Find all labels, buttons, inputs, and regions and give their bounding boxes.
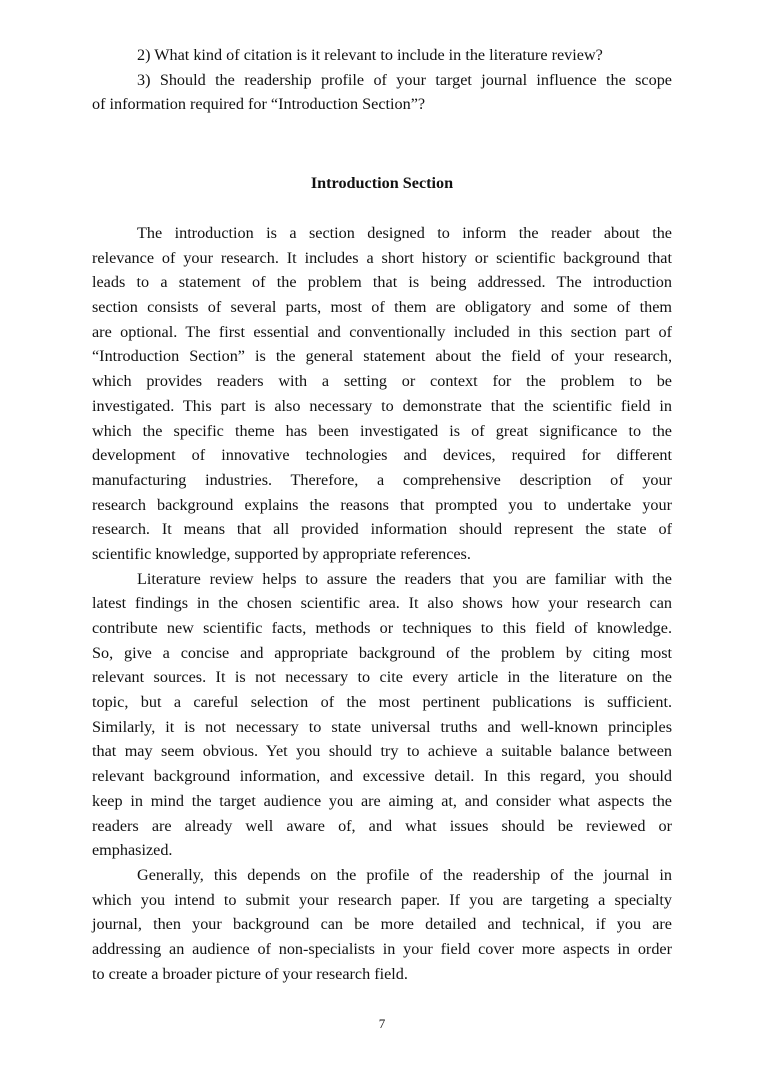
text-line: that may seem obvious. Yet you should try to achieve a suitable balance between <box>92 742 672 761</box>
text-line: “Introduction Section” is the general statement about the field of your research, <box>92 347 672 366</box>
text-line: 2) What kind of citation is it relevant to include in the literature review? <box>137 46 603 64</box>
question-item <box>92 68 672 117</box>
text-line: research. It means that all provided information should represent the state of <box>92 520 672 539</box>
text-line: development of innovative technologies and devices, required for different <box>92 446 672 465</box>
question-list <box>92 43 672 117</box>
text-line: latest findings in the chosen scientific area. It also shows how your research can <box>92 594 672 613</box>
text-line: 3) Should the readership profile of your target journal influence the scope <box>137 70 672 89</box>
text-line: relevance of your research. It includes a short history or scientific background that <box>92 248 672 267</box>
text-line: research background explains the reasons that prompted you to undertake your <box>92 495 672 514</box>
question-item <box>92 43 672 68</box>
text-line: relevant background information, and excessive detail. In this regard, you should <box>92 767 672 786</box>
text-line: which provides readers with a setting or context for the problem to be <box>92 372 672 391</box>
text-line: leads to a statement of the problem that is being addressed. The introduction <box>92 273 672 292</box>
paragraph <box>92 863 672 986</box>
text-line: contribute new scientific facts, methods or techniques to this field of knowledge. <box>92 619 672 637</box>
text-line: are optional. The first essential and conventionally included in this section part of <box>92 322 672 341</box>
text-line: keep in mind the target audience you are aiming at, and consider what aspects the <box>92 791 672 810</box>
text-line: Generally, this depends on the profile of the readership of the journal in <box>137 865 672 884</box>
text-line: investigated. This part is also necessary to demonstrate that the scientific field in <box>92 396 672 415</box>
text-line: relevant sources. It is not necessary to cite every article in the literature on the <box>92 668 672 687</box>
text-line: which you intend to submit your research paper. If you are targeting a specialty <box>92 890 672 909</box>
text-line: which the specific theme has been investigated is of great significance to the <box>92 421 672 440</box>
page-number: 7 <box>378 1016 386 1031</box>
text-line: manufacturing industries. Therefore, a comprehensive description of your <box>92 470 672 489</box>
text-line: Literature review helps to assure the readers that you are familiar with the <box>137 569 672 588</box>
text-line: scientific knowledge, supported by appropriate references. <box>92 544 471 563</box>
paragraph <box>92 567 672 863</box>
text-line: section consists of several parts, most of them are obligatory and some of them <box>92 298 672 317</box>
text-line: Similarly, it is not necessary to state universal truths and well-known principles <box>92 717 672 736</box>
text-line: emphasized. <box>92 841 173 860</box>
text-line: The introduction is a section designed to inform the reader about the <box>137 224 672 242</box>
text-line: of information required for “Introduction Section”? <box>92 95 426 114</box>
text-line: to create a broader picture of your research field. <box>92 964 408 983</box>
text-line: topic, but a careful selection of the most pertinent publications is sufficient. <box>92 693 672 712</box>
paragraph <box>92 221 672 567</box>
section-heading: Introduction Section <box>310 174 454 192</box>
text-line: journal, then your background can be more detailed and technical, if you are <box>92 915 672 934</box>
text-line: readers are already well aware of, and what issues should be reviewed or <box>92 816 672 835</box>
text-line: addressing an audience of non-specialists in your field cover more aspects in order <box>92 939 672 958</box>
text-line: So, give a concise and appropriate background of the problem by citing most <box>92 643 672 662</box>
body-text <box>92 221 672 986</box>
